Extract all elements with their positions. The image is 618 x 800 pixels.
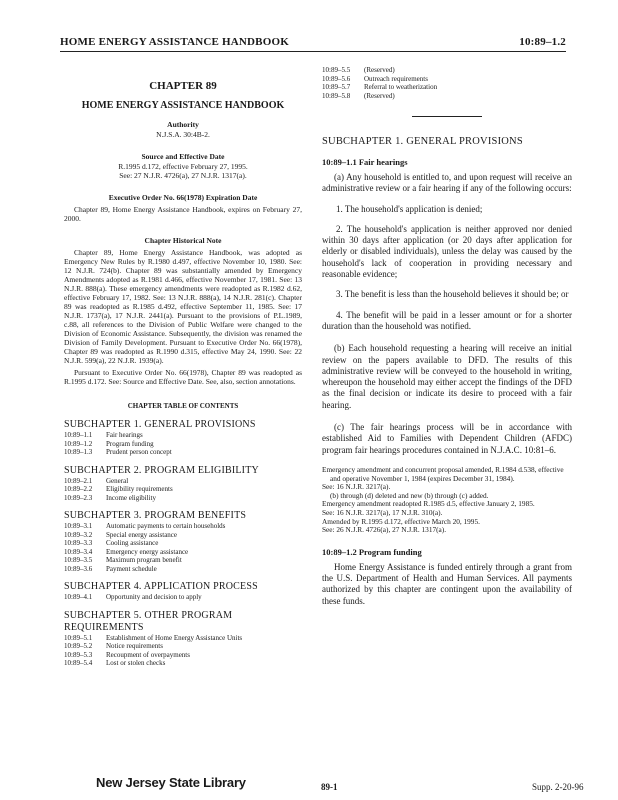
toc-subchapter-heading: SUBCHAPTER 2. PROGRAM ELIGIBILITY [64, 464, 259, 476]
toc-entry [64, 651, 302, 660]
section-history-note [322, 466, 572, 535]
toc-entry [64, 539, 302, 548]
supplement-date: Supp. 2-20-96 [532, 782, 584, 792]
toc-label: Fair hearings [106, 431, 143, 439]
toc-subchapter-heading: SUBCHAPTER 5. OTHER PROGRAM REQUIREMENTS [64, 609, 233, 633]
section-title: 10:89–1.1 Fair hearings [322, 157, 408, 167]
toc-entry [64, 565, 302, 574]
toc-entry [64, 634, 302, 643]
chapter-title: HOME ENERGY ASSISTANCE HANDBOOK [81, 100, 285, 111]
toc-entry [322, 66, 572, 75]
authority-text: N.J.S.A. 30:4B-2. [156, 130, 210, 139]
exec-order-heading: Executive Order No. 66(1978) Expiration Date [108, 193, 258, 202]
toc-number: 10:89–5.7 [322, 83, 351, 91]
toc-label: Prudent person concept [106, 448, 172, 456]
toc-entry [64, 440, 302, 449]
historical-note-heading: Chapter Historical Note [144, 236, 222, 245]
section-divider [412, 116, 482, 117]
toc-entry [64, 593, 302, 602]
toc-label: Outreach requirements [364, 74, 428, 83]
toc-label: Referral to weatherization [364, 83, 438, 91]
toc-number: 10:89–4.1 [64, 593, 93, 601]
list-item: 4. The benefit will be paid in a lesser amount or for a shorter duration than the household was notified. [322, 309, 572, 331]
toc-label: Establishment of Home Energy Assistance Units [106, 633, 243, 642]
history-line: Amended by R.1995 d.172, effective March 20, 1995. [322, 516, 480, 526]
toc-label: Automatic payments to certain households [106, 522, 226, 530]
left-column [64, 66, 302, 668]
toc-subchapter [64, 465, 302, 503]
history-line: Emergency amendment readopted R.1985 d.5, effective January 2, 1985. [322, 499, 535, 509]
list-item: 1. The household's application is denied; [336, 203, 483, 214]
toc-subchapter [64, 610, 302, 668]
historical-note-paragraph: Pursuant to Executive Order No. 66(1978), Chapter 89 was readopted as R.1995 d.172. See: Source and Effective Date. See, also, section annotations. [64, 368, 302, 386]
toc-label: Notice requirements [106, 642, 163, 650]
toc-subchapter-heading: SUBCHAPTER 1. GENERAL PROVISIONS [64, 419, 256, 430]
toc-number: 10:89–1.3 [64, 448, 93, 456]
toc-entry [64, 522, 302, 531]
paragraph: Home Energy Assistance is funded entirely through a grant from the U.S. Department of Health and Human Services. All payments authorized by this chapter are contingent upon the availability of these funds. [322, 561, 572, 606]
toc-subchapter [64, 581, 302, 602]
page-number: 89-1 [321, 782, 338, 792]
list-item: 2. The household's application is neither approved nor denied within 30 days after application (or 20 days after application for elderly or disabled individuals), unless the delay was caused by the household's lack of cooperation in providing necessary and reasonable evidence; [322, 223, 572, 280]
exec-order-text: Chapter 89, Home Energy Assistance Handbook, expires on February 27, 2000. [64, 205, 302, 223]
toc-label: Payment schedule [106, 564, 157, 573]
toc-number: 10:89–3.2 [64, 530, 93, 539]
toc-entry [64, 548, 302, 557]
toc-number: 10:89–1.2 [64, 439, 93, 448]
toc-entry [64, 531, 302, 540]
toc-entry [64, 494, 302, 503]
header-section: 10:89–1.2 [519, 36, 566, 48]
toc-subchapter [64, 510, 302, 573]
toc-number: 10:89–5.5 [322, 66, 351, 74]
list-item: 3. The benefit is less than the household believes it should be; or [336, 289, 569, 300]
history-line: Emergency amendment and concurrent proposal amended, R.1984 d.538, effective and operative November 1, 1984 (expires December 31, 1984). [322, 464, 564, 483]
toc-number: 10:89–5.2 [64, 642, 93, 650]
toc-number: 10:89–3.4 [64, 547, 93, 556]
historical-note-paragraph: Chapter 89, Home Energy Assistance Handbook, was adopted as Emergency New Rules by R.1980 d.497, effective November 10, 1980. See: 12 N.J.R. 724(b). Chapter 89 was substantially amended by Emergency Amendments adopted as R.1981 d.466, effective November 17, 1981. See: 13 N.J.R. 888(a). These emergency amendments were readopted as R.1982 d.62, effective February 17, 1982. See: 13 N.J.R. 888(a), 14 N.J.R. 281(c). Chapter 89 was readopted as R.1985 d.492, effective September 11, 1985. See: 17 N.J.R. 1737(a), 17 N.J.R. 2441(a). Pursuant to the provisions of P.L.1989, c.88, all references to the Division of Public Welfare were changed to the Division of Economic Assistance. Subsequently, the division was renamed the Division of Family Development. Pursuant to Executive Order No. 66(1978), Chapter 89 was readopted as R.1990 d.315, effective May 24, 1990. See: 22 N.J.R. 599(a), 22 N.J.R. 1939(a). [64, 248, 302, 365]
toc-number: 10:89–5.3 [64, 650, 93, 659]
source-line: R.1995 d.172, effective February 27, 1995. [118, 162, 248, 171]
toc-number: 10:89–5.8 [322, 91, 351, 100]
toc-entry [64, 485, 302, 494]
toc-entry [64, 642, 302, 651]
library-watermark: New Jersey State Library [96, 775, 246, 790]
toc-entry [322, 83, 572, 92]
toc-entry [322, 92, 572, 101]
header-title: HOME ENERGY ASSISTANCE HANDBOOK [60, 36, 289, 48]
toc-label: (Reserved) [364, 66, 395, 74]
toc-label: (Reserved) [364, 91, 395, 100]
toc-label: Program funding [106, 439, 154, 448]
history-line: See: 16 N.J.R. 3217(a), 17 N.J.R. 310(a). [322, 507, 443, 517]
toc-entry [64, 448, 302, 457]
toc-number: 10:89–1.1 [64, 431, 93, 439]
toc-number: 10:89–2.3 [64, 493, 93, 502]
toc-label: Cooling assistance [106, 539, 159, 547]
toc-label: Emergency energy assistance [106, 547, 189, 556]
toc-continued [322, 66, 572, 100]
header-rule [60, 51, 566, 52]
paragraph: (a) Any household is entitled to, and upon request will receive an administrative review or a fair hearing if any of the following occurs: [322, 172, 572, 194]
toc-entry [64, 431, 302, 440]
authority-heading: Authority [167, 120, 199, 129]
paragraph: (c) The fair hearings process will be in accordance with established Aid to Families with Dependent Children (AFDC) program fair hearings procedures contained in N.J.A.C. 10:81–6. [322, 422, 572, 455]
toc-entry [64, 659, 302, 668]
toc-number: 10:89–3.6 [64, 564, 93, 573]
toc-number: 10:89–5.1 [64, 633, 93, 642]
toc-number: 10:89–5.6 [322, 74, 351, 83]
toc-number: 10:89–5.4 [64, 659, 93, 667]
toc-label: Opportunity and decision to apply [106, 593, 202, 601]
running-header [60, 36, 566, 52]
subchapter-heading: SUBCHAPTER 1. GENERAL PROVISIONS [322, 136, 523, 147]
toc-number: 10:89–3.1 [64, 522, 93, 530]
toc-label: Recoupment of overpayments [106, 650, 190, 659]
toc-label: Special energy assistance [106, 530, 178, 539]
toc-number: 10:89–3.5 [64, 556, 93, 564]
toc-entry [64, 556, 302, 565]
source-line: See: 27 N.J.R. 4726(a), 27 N.J.R. 1317(a). [119, 171, 247, 180]
toc-entry [64, 477, 302, 486]
paragraph: (b) Each household requesting a hearing will receive an initial review on the papers available to DFD. The results of this administrative review will be conveyed to the household in writing, whereupon the household may either accept the findings of the DFD as the final decision or indicate its desire to proceed with a fair hearing. [322, 343, 572, 410]
toc-label: Maximum program benefit [106, 556, 182, 564]
toc-subchapter [64, 419, 302, 457]
chapter-label: CHAPTER 89 [149, 80, 217, 92]
toc-entry [322, 75, 572, 84]
toc-subchapter-heading: SUBCHAPTER 4. APPLICATION PROCESS [64, 581, 258, 592]
toc-number: 10:89–2.1 [64, 476, 93, 485]
right-column [322, 66, 572, 607]
toc-heading: CHAPTER TABLE OF CONTENTS [127, 402, 239, 410]
history-line: See: 26 N.J.R. 4726(a), 27 N.J.R. 1317(a). [322, 525, 447, 535]
history-line: (b) through (d) deleted and new (b) through (c) added. [330, 490, 489, 500]
toc-subchapter-heading: SUBCHAPTER 3. PROGRAM BENEFITS [64, 510, 247, 521]
toc-number: 10:89–2.2 [64, 485, 93, 493]
toc-label: General [106, 476, 129, 485]
toc-label: Lost or stolen checks [106, 659, 166, 667]
toc-label: Income eligibility [106, 493, 156, 502]
source-heading: Source and Effective Date [141, 152, 225, 161]
toc-label: Eligibility requirements [106, 485, 173, 493]
section-title: 10:89–1.2 Program funding [322, 546, 422, 557]
toc-number: 10:89–3.3 [64, 539, 93, 547]
history-line: See: 16 N.J.R. 3217(a). [322, 482, 391, 492]
